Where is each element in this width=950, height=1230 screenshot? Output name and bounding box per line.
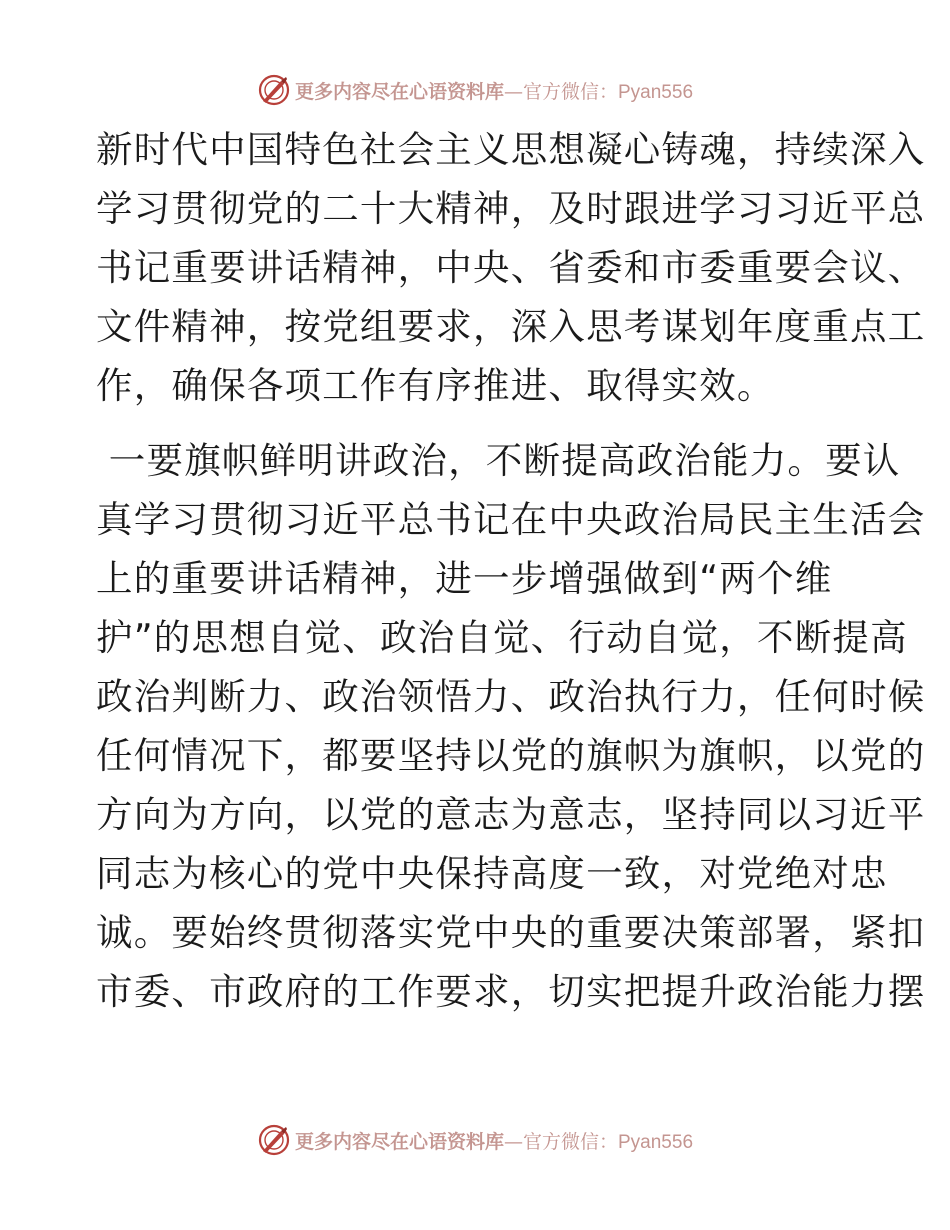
text-line: 上的重要讲话精神，进一步增强做到“两个维 xyxy=(96,557,833,600)
paragraph-2 xyxy=(96,431,926,1021)
banner-site-text: 更多内容尽在心语资料库 xyxy=(294,1130,504,1153)
quill-logo-icon xyxy=(257,73,291,107)
text-line: 护”的思想自觉、政治自觉、行动自觉，不断提高 xyxy=(96,616,908,659)
banner-wechat-label: 官方微信： xyxy=(522,1130,618,1153)
text-line: 文件精神，按党组要求，深入思考谋划年度重点工 xyxy=(96,305,926,348)
banner-text xyxy=(295,77,693,104)
quill-logo-icon xyxy=(257,1123,291,1157)
text-line: 新时代中国特色社会主义思想凝心铸魂，持续深入 xyxy=(96,128,926,171)
text-line: 方向为方向，以党的意志为意志，坚持同以习近平 xyxy=(96,793,926,836)
text-line: 学习贯彻党的二十大精神，及时跟进学习习近平总 xyxy=(96,187,926,230)
banner-dash: — xyxy=(503,80,523,103)
text-line: 书记重要讲话精神，中央、省委和市委重要会议、 xyxy=(96,246,926,289)
text-line: 诚。要始终贯彻落实党中央的重要决策部署，紧扣 xyxy=(96,911,926,954)
text-line: 任何情况下，都要坚持以党的旗帜为旗帜，以党的 xyxy=(96,734,926,777)
text-line: 真学习贯彻习近平总书记在中央政治局民主生活会 xyxy=(96,498,926,541)
text-line: 政治判断力、政治领悟力、政治执行力，任何时候 xyxy=(96,675,926,718)
paragraph-1 xyxy=(96,120,926,415)
footer-banner xyxy=(0,1120,950,1160)
banner-wechat-id: Pyan556 xyxy=(618,81,694,103)
banner-dash: — xyxy=(503,1130,523,1153)
banner-wechat-id: Pyan556 xyxy=(618,1131,694,1153)
text-line: 作，确保各项工作有序推进、取得实效。 xyxy=(96,364,775,407)
banner-wechat-label: 官方微信： xyxy=(522,80,618,103)
text-line: 一要旗帜鲜明讲政治，不断提高政治能力。要认 xyxy=(96,439,901,482)
text-line: 同志为核心的党中央保持高度一致，对党绝对忠 xyxy=(96,852,888,895)
text-line: 市委、市政府的工作要求，切实把提升政治能力摆 xyxy=(96,970,926,1013)
banner-text xyxy=(295,1127,693,1154)
banner-site-text: 更多内容尽在心语资料库 xyxy=(294,80,504,103)
document-body xyxy=(96,120,926,1021)
header-banner xyxy=(0,70,950,110)
paragraph-gap xyxy=(96,415,856,431)
